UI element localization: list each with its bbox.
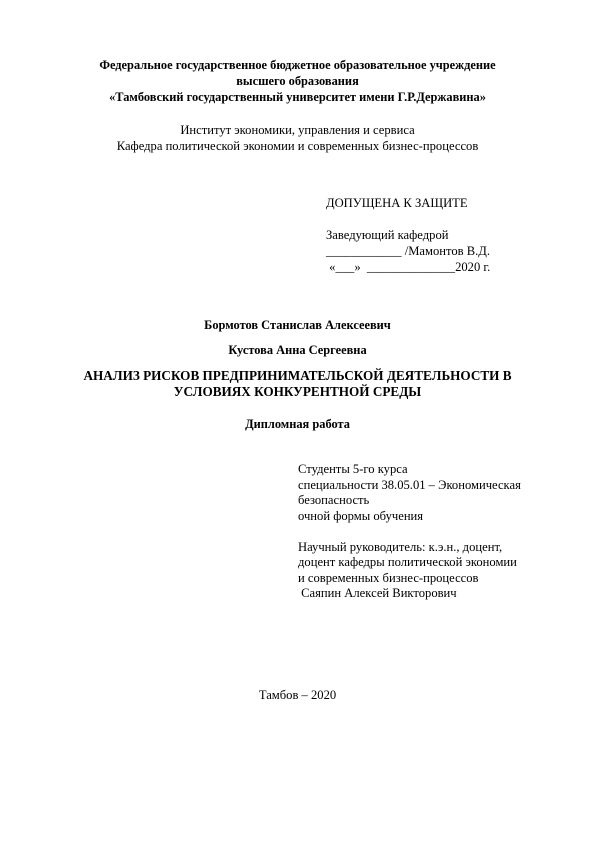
thesis-title-line-1: АНАЛИЗ РИСКОВ ПРЕДПРИНИМАТЕЛЬСКОЙ ДЕЯТЕЛЬНОСТИ В	[83, 368, 512, 383]
students-study-form: очной формы обучения	[298, 508, 424, 523]
spacer	[326, 211, 490, 227]
header-line-3: «Тамбовский государственный университет имени Г.Р.Державина»	[109, 90, 486, 104]
approval-date-line: «___» ______________2020 г.	[326, 260, 491, 274]
institute-block	[0, 123, 595, 154]
supervisor-position: доцент кафедры политической экономии	[298, 555, 517, 569]
student-name-1: Бормотов Станислав Алексеевич	[204, 318, 391, 332]
approval-title: ДОПУЩЕНА К ЗАЩИТЕ	[326, 196, 468, 210]
city-year: Тамбов – 2020	[258, 688, 337, 702]
header-line-1: Федеральное государственное бюджетное образовательное учреждение	[99, 58, 496, 72]
header-line-2: высшего образования	[236, 74, 359, 88]
student-name-2: Кустова Анна Сергеевна	[228, 343, 367, 357]
spacer	[298, 524, 521, 540]
work-type: Дипломная работа	[245, 417, 350, 431]
institute-name: Институт экономики, управления и сервиса	[180, 123, 415, 137]
department-name: Кафедра политической экономии и современных бизнес-процессов	[116, 138, 479, 153]
thesis-title	[0, 368, 595, 400]
supervisor-title: Научный руководитель: к.э.н., доцент,	[298, 539, 503, 554]
student-and-supervisor-info	[298, 462, 521, 602]
approval-block	[326, 195, 490, 275]
supervisor-position-cont: и современных бизнес-процессов	[298, 570, 479, 585]
students-specialty: специальности 38.05.01 – Экономическая	[298, 477, 521, 492]
students-course: Студенты 5-го курса	[298, 462, 408, 476]
thesis-title-line-2: УСЛОВИЯХ КОНКУРЕНТНОЙ СРЕДЫ	[173, 384, 422, 399]
supervisor-name: Саяпин Алексей Викторович	[298, 586, 457, 600]
signature-line: ____________ /Мамонтов В.Д.	[326, 244, 491, 258]
head-of-department-label: Заведующий кафедрой	[326, 228, 449, 242]
students-specialty-cont: безопасность	[298, 493, 370, 507]
university-header	[0, 57, 595, 105]
